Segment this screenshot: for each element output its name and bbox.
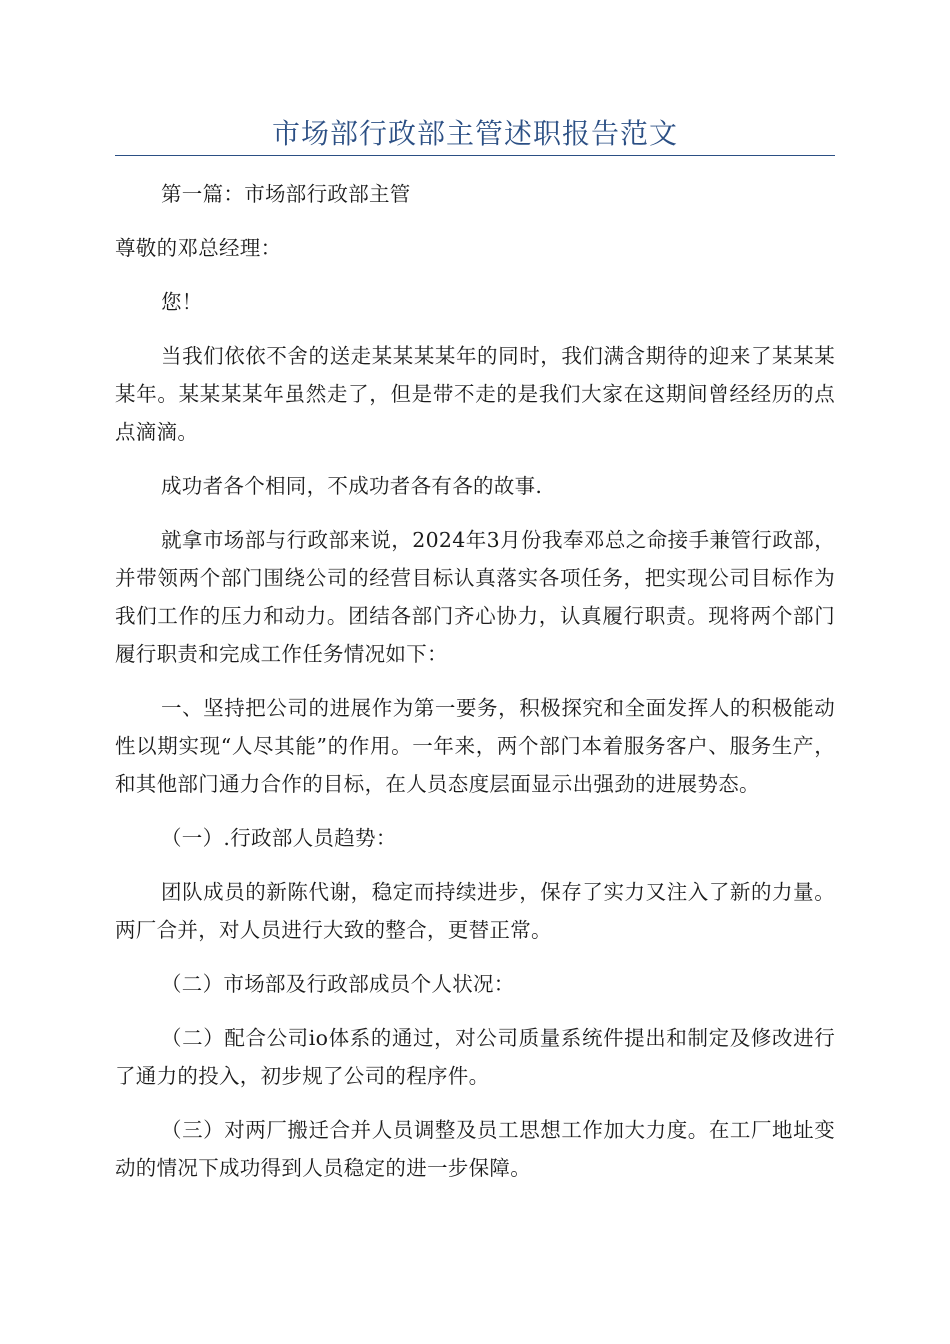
title-underline [115,155,835,156]
paragraph-subheading: （二）市场部及行政部成员个人状况： [161,972,515,996]
paragraph: 就拿市场部与行政部来说，2024年3月份我奉邓总之命接手兼管行政部，并带领两个部门围绕公司的经营目标认真落实各项任务，把实现公司目标作为我们工作的压力和动力。团结各部门齐心协力，认真履行职责。现将两个部门履行职责和完成工作任务情况如下： [115,528,835,666]
paragraph-salutation: 尊敬的邓总经理： [115,236,282,260]
document-title: 市场部行政部主管述职报告范文 [271,117,678,150]
paragraph: 团队成员的新陈代谢，稳定而持续进步，保存了实力又注入了新的力量。两厂合并，对人员进行大致的整合，更替正常。 [115,880,835,942]
paragraph-subheading: （一）.行政部人员趋势： [161,826,397,850]
paragraph-section-one: 一、坚持把公司的进展作为第一要务，积极探究和全面发挥人的积极能动性以期实现“人尽其能”的作用。一年来，两个部门本着服务客户、服务生产，和其他部门通力合作的目标，在人员态度层面显示出强劲的进展势态。 [115,696,835,796]
paragraph: （二）配合公司io体系的通过，对公司质量系统件提出和制定及修改进行了通力的投入，初步规了公司的程序件。 [115,1026,835,1088]
paragraph: 当我们依依不舍的送走某某某某年的同时，我们满含期待的迎来了某某某某年。某某某某年虽然走了，但是带不走的是我们大家在这期间曾经经历的点点滴滴。 [115,344,835,444]
paragraph-chapter-heading: 第一篇：市场部行政部主管 [161,182,411,206]
paragraph: 成功者各个相同，不成功者各有各的故事. [161,474,543,498]
paragraph-greeting: 您！ [161,290,203,314]
paragraph: （三）对两厂搬迁合并人员调整及员工思想工作加大力度。在工厂地址变动的情况下成功得到人员稳定的进一步保障。 [115,1118,835,1180]
document-body [115,175,835,1203]
